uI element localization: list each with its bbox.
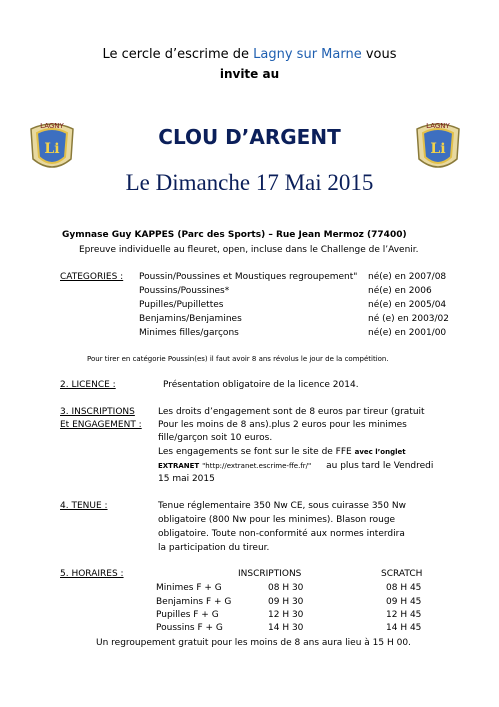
- tenue-line: la participation du tireur.: [158, 543, 270, 553]
- licence-label: 2. LICENCE :: [60, 380, 116, 390]
- event-date: Le Dimanche 17 Mai 2015: [125, 170, 374, 195]
- category-name: Minimes filles/garçons: [139, 328, 239, 338]
- invite-line-2: invite au: [219, 67, 280, 81]
- schedule-inscription-time: 14 H 30: [268, 623, 304, 633]
- venue-description: Epreuve individuelle au fleuret, open, incluse dans le Challenge de l’Avenir.: [79, 245, 419, 255]
- inscriptions-line: 15 mai 2015: [158, 474, 215, 484]
- col-inscriptions: INSCRIPTIONS: [238, 569, 302, 579]
- category-name: Poussin/Poussines et Moustiques regroupement": [139, 272, 358, 282]
- deadline-text: au plus tard le Vendredi: [326, 461, 434, 471]
- tenue-line: Tenue réglementaire 350 Nw CE, sous cuirasse 350 Nw: [158, 501, 406, 511]
- inscriptions-line: Les droits d’engagement sont de 8 euros par tireur (gratuit: [158, 407, 425, 417]
- schedule-scratch-time: 09 H 45: [386, 597, 422, 607]
- inscriptions-label: 3. INSCRIPTIONS: [60, 407, 135, 417]
- schedule-scratch-time: 12 H 45: [386, 610, 422, 620]
- invite-line: [0, 47, 499, 62]
- inscriptions-line: Pour les moins de 8 ans).plus 2 euros pour les minimes: [158, 420, 407, 430]
- svg-text:LAGNY: LAGNY: [40, 122, 64, 130]
- schedule-footer: Un regroupement gratuit pour les moins de 8 ans aura lieu à 15 H 00.: [96, 638, 411, 648]
- engagement-text: Les engagements se font sur le site de FFE: [158, 447, 352, 457]
- category-born: né(e) en 2007/08: [368, 272, 447, 282]
- svg-text:Li: Li: [430, 141, 446, 157]
- extranet-link[interactable]: "http://extranet.escrime-ffe.fr/": [202, 462, 312, 470]
- schedule-category: Poussins F + G: [156, 623, 223, 633]
- licence-text: Présentation obligatoire de la licence 2014.: [163, 380, 359, 390]
- category-born: né(e) en 2006: [368, 286, 432, 296]
- horaires-label: 5. HORAIRES :: [60, 569, 124, 579]
- schedule-category: Benjamins F + G: [156, 597, 232, 607]
- extranet-label: EXTRANET: [158, 462, 200, 470]
- category-born: né (e) en 2003/02: [368, 314, 450, 324]
- svg-text:Li: Li: [44, 141, 60, 157]
- svg-text:LAGNY: LAGNY: [426, 122, 450, 130]
- col-scratch: SCRATCH: [381, 569, 423, 579]
- tab-hint: avec l’onglet: [354, 448, 406, 456]
- schedule-scratch-time: 08 H 45: [386, 583, 422, 593]
- invite-suffix: vous: [361, 47, 397, 62]
- schedule-inscription-time: 08 H 30: [268, 583, 304, 593]
- category-name: Poussins/Poussines*: [139, 286, 230, 296]
- inscriptions-line: [158, 447, 406, 457]
- venue-address: Gymnase Guy KAPPES (Parc des Sports) – Rue Jean Mermoz (77400): [62, 230, 407, 240]
- schedule-category: Minimes F + G: [156, 583, 222, 593]
- category-name: Pupilles/Pupillettes: [139, 300, 224, 310]
- engagement-label: Et ENGAGEMENT :: [60, 420, 142, 430]
- tenue-label: 4. TENUE :: [60, 501, 108, 511]
- schedule-scratch-time: 14 H 45: [386, 623, 422, 633]
- categories-label: CATEGORIES :: [60, 272, 124, 282]
- inscriptions-line: fille/garçon soit 10 euros.: [158, 433, 273, 443]
- tenue-line: obligatoire. Toute non-conformité aux normes interdira: [158, 529, 405, 539]
- town-name: Lagny sur Marne: [253, 47, 362, 62]
- inscriptions-line: [158, 461, 433, 471]
- tenue-line: obligatoire (800 Nw pour les minimes). Blason rouge: [158, 515, 396, 525]
- event-title: CLOU D’ARGENT: [158, 125, 341, 149]
- category-name: Benjamins/Benjamines: [139, 314, 242, 324]
- schedule-inscription-time: 12 H 30: [268, 610, 304, 620]
- category-born: né(e) en 2005/04: [368, 300, 447, 310]
- schedule-inscription-time: 09 H 30: [268, 597, 304, 607]
- category-note: Pour tirer en catégorie Poussin(es) il faut avoir 8 ans révolus le jour de la compétition.: [87, 355, 389, 363]
- invite-prefix: Le cercle d’escrime de: [102, 47, 254, 62]
- schedule-category: Pupilles F + G: [156, 610, 219, 620]
- category-born: né(e) en 2001/00: [368, 328, 447, 338]
